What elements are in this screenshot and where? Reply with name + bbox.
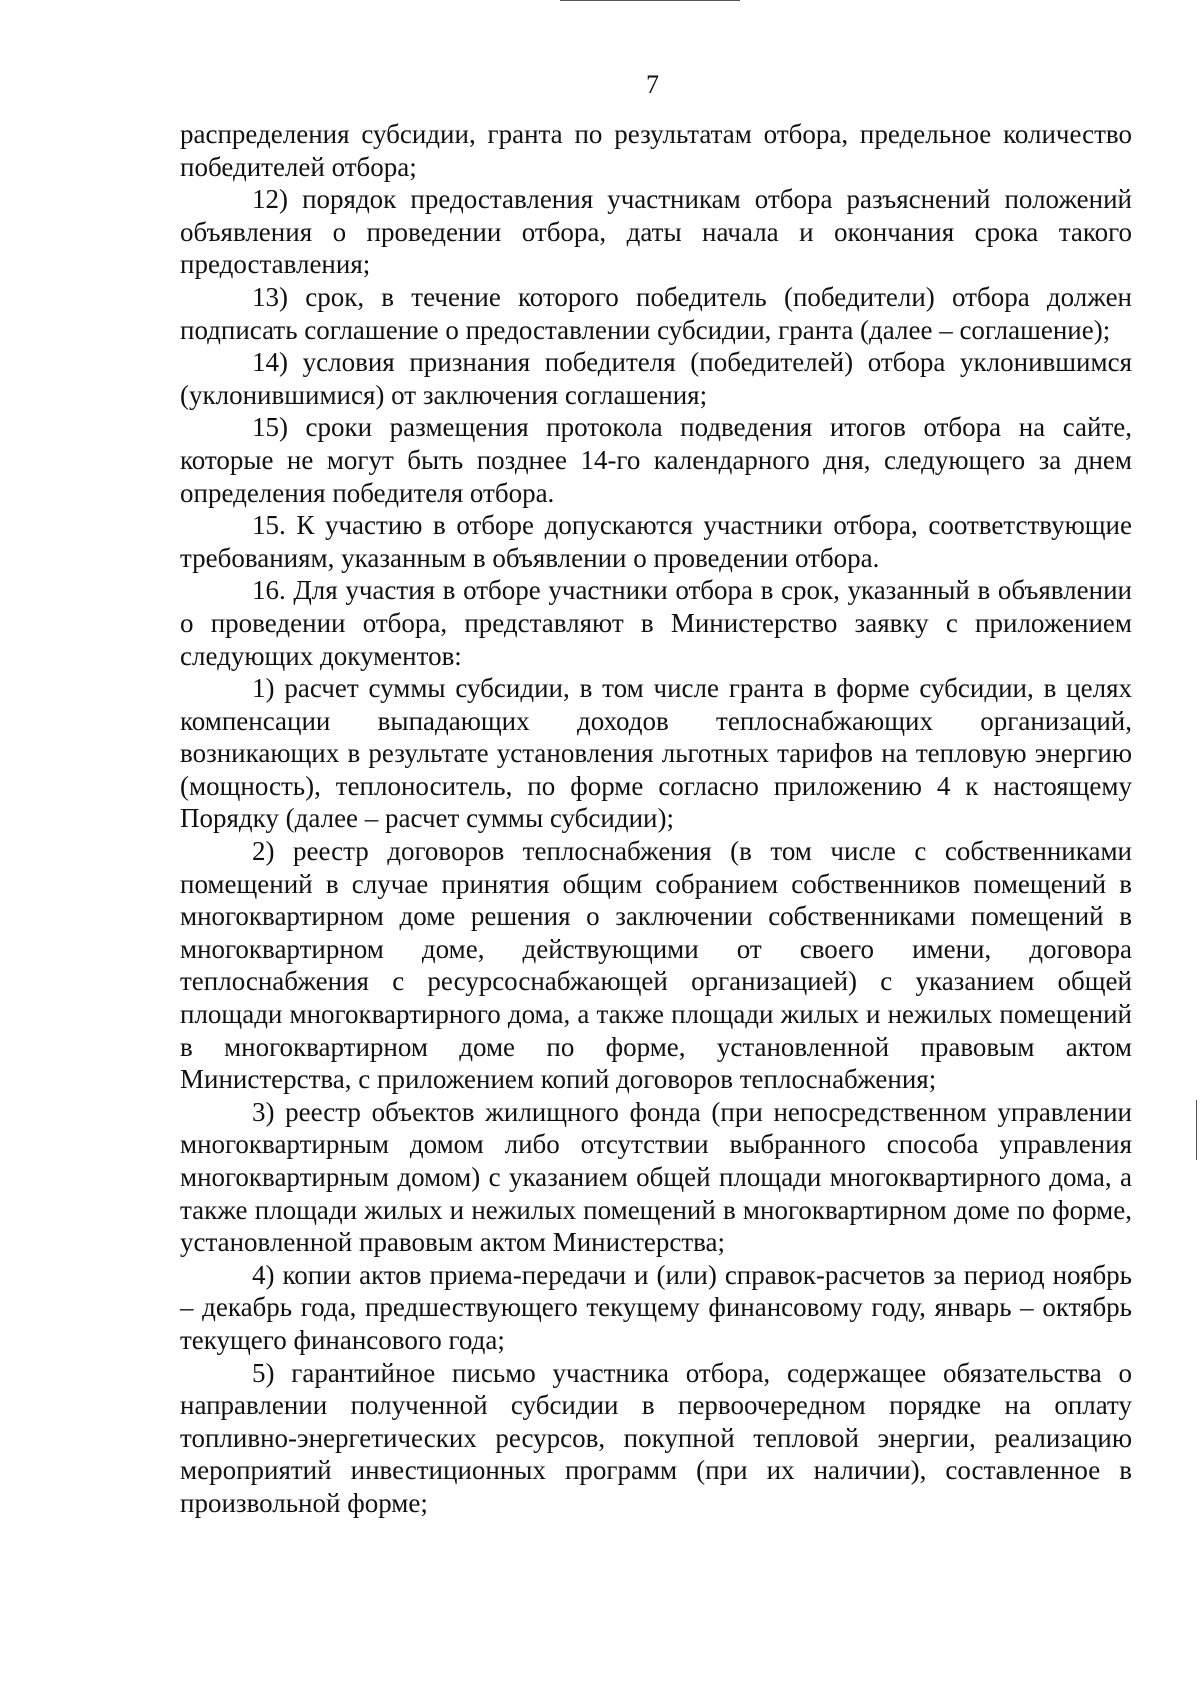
paragraph: 5) гарантийное письмо участника отбора, содержащее обязательства о направлении полученной субсидии в первоочередном порядке на оплату топливно-энергетических ресурсов, покупной тепловой энергии, реализацию мероприятий инвестиционных программ (при их наличии), составленное в произвольной форме; [180, 1357, 1132, 1518]
paragraph: 14) условия признания победителя (победителей) отбора уклонившимся (уклонившимися) от заключения соглашения; [180, 347, 1132, 410]
paragraph: 4) копии актов приема-передачи и (или) справок-расчетов за период ноябрь – декабрь года, предшествующего текущему финансовому году, январь – октябрь текущего финансового года; [180, 1259, 1132, 1355]
paragraph: 16. Для участия в отборе участники отбора в срок, указанный в объявлении о проведении отбора, представляют в Министерство заявку с приложением следующих документов: [180, 575, 1132, 671]
paragraph: 12) порядок предоставления участникам отбора разъяснений положений объявления о проведении отбора, даты начала и окончания срока такого предоставления; [180, 184, 1132, 280]
paragraph: 15. К участию в отборе допускаются участники отбора, соответствующие требованиям, указанным в объявлении о проведении отбора. [180, 510, 1132, 573]
scan-edge-right [1196, 1100, 1197, 1160]
paragraph: 1) расчет суммы субсидии, в том числе гранта в форме субсидии, в целях компенсации выпадающих доходов теплоснабжающих организаций, возникающих в результате установления льготных тарифов на тепловую энергию (мощность), теплоноситель, по форме согласно приложению 4 к настоящему Порядку (далее – расчет суммы субсидии); [180, 673, 1132, 834]
paragraph: 3) реестр объектов жилищного фонда (при непосредственном управлении многоквартирным домом либо отсутствии выбранного способа управления многоквартирным домом) с указанием общей площади многоквартирного дома, а также площади жилых и нежилых помещений в многоквартирном доме по форме, установленной правовым актом Министерства; [180, 1096, 1132, 1258]
document-body [180, 118, 1132, 1520]
paragraph: распределения субсидии, гранта по результатам отбора, предельное количество победителей отбора; [180, 119, 1132, 182]
page-number: 7 [646, 70, 659, 99]
scan-edge-top [560, 0, 740, 1]
paragraph: 13) срок, в течение которого победитель (победители) отбора должен подписать соглашение о предоставлении субсидии, гранта (далее – соглашение); [180, 281, 1132, 345]
paragraph: 2) реестр договоров теплоснабжения (в том числе с собственниками помещений в случае принятия общим собранием собственников помещений в многоквартирном доме решения о заключении собственниками помещений в многоквартирном доме, действующими от своего имени, договора теплоснабжения с ресурсоснабжающей организацией) с указанием общей площади многоквартирного дома, а также площади жилых и нежилых помещений в многоквартирном доме по форме, установленной правовым актом Министерства, с приложением копий договоров теплоснабжения; [180, 836, 1132, 1095]
paragraph: 15) сроки размещения протокола подведения итогов отбора на сайте, которые не могут быть позднее 14-го календарного дня, следующего за днем определения победителя отбора. [180, 412, 1132, 508]
